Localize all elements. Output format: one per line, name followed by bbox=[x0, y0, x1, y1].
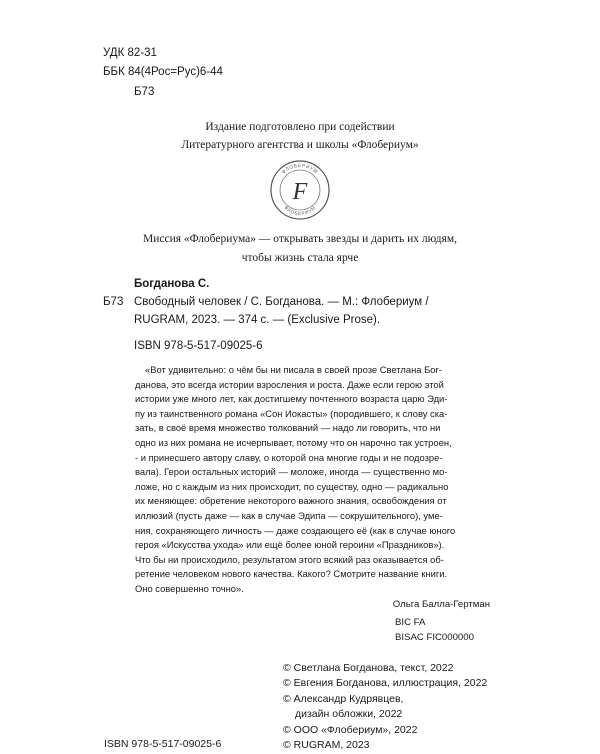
annotation-line: их меняющее: обретение некоторого важного знания, освобождения от bbox=[135, 495, 447, 507]
annotation-line: одно из них романа не исчерпывает, потому что он нарочно так устроен, bbox=[135, 436, 452, 448]
mission-line-1: Миссия «Флобериума» — открывать звезды и дарить их людям, bbox=[143, 233, 457, 245]
footer-isbn: ISBN 978-5-517-09025-6 bbox=[104, 738, 222, 750]
logo-bottom-text: ФЛОБЕРИУМ bbox=[283, 204, 317, 217]
publisher-note-line-1: Издание подготовлено при содействии bbox=[205, 121, 395, 133]
bisac-code: BISAC FIC000000 bbox=[395, 632, 474, 643]
bib-author: Богданова С. bbox=[134, 278, 210, 290]
annotation-line: Оно совершенно точно». bbox=[135, 582, 244, 594]
annotation-line: иллюзий (пусть даже — как в случае Эдипа — сокрушительного), уме- bbox=[135, 509, 443, 521]
copyright-line: © RUGRAM, 2023 bbox=[283, 738, 370, 751]
copyright-line: © Евгения Богданова, иллюстрация, 2022 bbox=[283, 677, 488, 690]
bib-line-2: RUGRAM, 2023. — 374 с. — (Exclusive Prose). bbox=[134, 314, 381, 326]
annotation-line: «Вот удивительно: о чём бы ни писала в своей прозе Светлана Бог- bbox=[145, 364, 442, 375]
copyright-line: © ООО «Флобериум», 2022 bbox=[283, 723, 418, 736]
author-mark: Б73 bbox=[134, 86, 155, 98]
copyright-line: дизайн обложки, 2022 bbox=[295, 708, 403, 721]
logo-top-text: ФЛОБЕРИУМ bbox=[280, 162, 320, 175]
copyright-line: © Светлана Богданова, текст, 2022 bbox=[283, 662, 454, 674]
annotation-line: ложе, но с каждым из них происходит, по существу, одно — радикально bbox=[135, 480, 449, 492]
annotation-line: данова, это всегда истории взросления и роста. Даже если герою этой bbox=[135, 378, 444, 390]
logo-letter: F bbox=[292, 179, 308, 205]
annotation-signature: Ольга Балла-Гертман bbox=[392, 599, 490, 610]
annotation-line: зать, в своё время множество толкований — надо ли говорить, что ни bbox=[135, 422, 441, 434]
annotation-line: Что бы ни происходило, результатом этого всякий раз оказывается об- bbox=[135, 553, 444, 565]
bic-code: BIC FA bbox=[395, 617, 426, 628]
mission-line-2: чтобы жизнь стала ярче bbox=[241, 252, 359, 264]
annotation-line: вала). Герои остальных историй — моложе, иногда — существенно мо- bbox=[135, 466, 448, 478]
floberium-logo-icon bbox=[268, 158, 332, 222]
floberium-logo bbox=[268, 158, 332, 222]
copyright-block bbox=[283, 662, 487, 754]
annotation-line: героя «Искусства ухода» или ещё более юной героини «Праздников»). bbox=[135, 539, 445, 551]
annotation-line: ния, сохраняющего личность — даже создающего её (как в случае юного bbox=[135, 524, 456, 536]
bib-isbn: ISBN 978-5-517-09025-6 bbox=[134, 340, 263, 352]
annotation-line: истории уже много лет, как достигшему почтенного возраста царю Эди- bbox=[135, 393, 448, 405]
publisher-note-line-2: Литературного агентства и школы «Флобериум» bbox=[181, 139, 419, 151]
annotation-line: пу из таинственного романа «Сон Иокасты» (породившего, к слову ска- bbox=[135, 407, 448, 419]
bib-mark: Б73 bbox=[103, 296, 124, 308]
annotation-line: - и принесшего автору славу, о которой она многие годы и не подозре- bbox=[135, 451, 443, 463]
udk-code: УДК 82-31 bbox=[103, 47, 157, 59]
bbk-code: ББК 84(4Рос=Рус)6-44 bbox=[103, 66, 223, 78]
annotation bbox=[135, 363, 490, 597]
copyright-line: © Александр Кудрявцев, bbox=[283, 692, 404, 705]
bib-line-1: Свободный человек / С. Богданова. — М.: Флобериум / bbox=[134, 296, 429, 308]
annotation-line: ретение человеком нового качества. Какого? Смотрите название книги. bbox=[135, 568, 448, 580]
